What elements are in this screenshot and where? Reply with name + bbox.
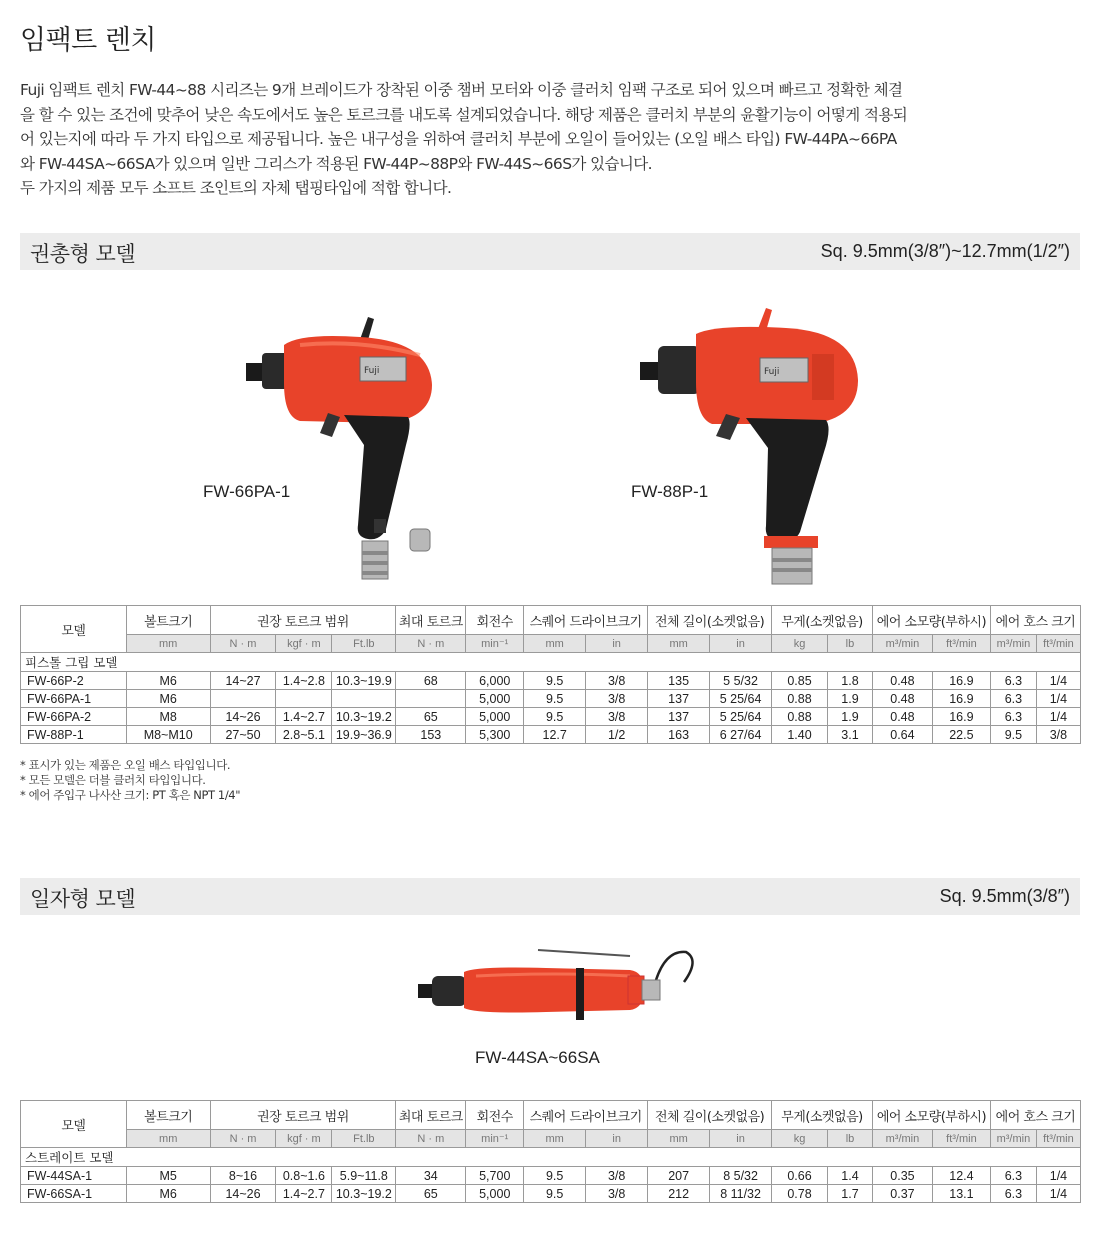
spec-cell: 0.85 [772,672,828,690]
unit: N · m [210,635,276,653]
spec-cell: 14~26 [210,1185,276,1203]
spec-cell: 34 [396,1167,466,1185]
intro-line: 두 가지의 제품 모두 소프트 조인트의 자체 탭핑타입에 적합 합니다. [20,179,452,197]
header-square: 스퀘어 드라이브크기 [524,606,648,635]
spec-cell: 10.3~19.2 [332,1185,396,1203]
spec-cell: 22.5 [932,726,990,744]
spec-cell: M6 [126,690,210,708]
spec-cell: 137 [648,708,710,726]
spec-cell: 212 [648,1185,710,1203]
spec-cell: 1/2 [586,726,648,744]
header-model: 모델 [21,1101,127,1148]
table-row [21,690,1081,708]
spec-cell: 16.9 [932,708,990,726]
unit: in [586,1130,648,1148]
header-hose: 에어 호스 크기 [990,1101,1080,1130]
header-bolt: 볼트크기 [126,1101,210,1130]
section-size: Sq. 9.5mm(3/8″) [939,886,1070,906]
header-max-torque: 최대 토르크 [396,1101,466,1130]
section-header-straight [20,878,1080,915]
spec-cell: 65 [396,1185,466,1203]
anvil [418,984,434,998]
table-body [21,1167,1081,1203]
spec-cell: 6.3 [990,1185,1036,1203]
header-length: 전체 길이(소켓없음) [648,1101,772,1130]
unit: lb [827,635,872,653]
table-row [21,1185,1081,1203]
spec-cell: 10.3~19.2 [332,708,396,726]
unit: min⁻¹ [466,635,524,653]
unit: mm [126,1130,210,1148]
footnote: * 모든 모델은 더블 클러치 타입입니다. [20,773,206,787]
product-label: FW-88P-1 [631,482,709,501]
header-rpm: 회전수 [466,1101,524,1130]
spec-cell: 0.48 [872,672,932,690]
spec-cell: 14~26 [210,708,276,726]
spec-cell: 65 [396,708,466,726]
model-cell: FW-66PA-1 [21,690,127,708]
spec-cell: 1.7 [828,1185,873,1203]
spec-cell: 68 [396,672,466,690]
table-row [21,708,1081,726]
spec-cell: 3/8 [586,672,648,690]
section-title: 권총형 모델 [30,242,136,266]
unit: ft³/min [1036,1130,1080,1148]
spec-cell: 6 27/64 [710,726,772,744]
grip-band [576,968,584,1020]
unit: Ft.lb [332,635,396,653]
unit: ft³/min [932,1130,990,1148]
spec-cell: 1.40 [772,726,828,744]
spec-cell: 137 [648,690,710,708]
header-torque: 권장 토르크 범위 [210,1101,396,1130]
unit: mm [524,635,586,653]
spec-cell: 3.1 [827,726,872,744]
unit: kg [772,1130,828,1148]
header-bolt: 볼트크기 [126,606,210,635]
spec-cell: 5 25/64 [710,708,772,726]
header-rpm: 회전수 [466,606,524,635]
spec-cell: 3/8 [586,708,648,726]
spec-cell: 1.4 [828,1167,873,1185]
spec-cell: 8 5/32 [710,1167,772,1185]
spec-cell: 1.8 [827,672,872,690]
header-weight: 무게(소켓없음) [772,1101,873,1130]
spec-cell: 6.3 [990,708,1036,726]
spec-cell: 5 25/64 [710,690,772,708]
unit: m³/min [872,1130,932,1148]
spec-cell: 5,300 [466,726,524,744]
hanger-loop [656,952,693,982]
spec-cell: 3/8 [586,690,648,708]
unit: Ft.lb [332,1130,396,1148]
table-row [21,1167,1081,1185]
spec-cell: 2.8~5.1 [276,726,332,744]
spec-cell: 0.37 [872,1185,932,1203]
unit: in [710,635,772,653]
nose [432,976,466,1006]
spec-cell [396,690,466,708]
spec-cell: M8 [126,708,210,726]
spec-cell: 163 [648,726,710,744]
unit: ft³/min [1036,635,1080,653]
table-category: 스트레이트 모델 [21,1148,1081,1167]
nose [658,346,700,394]
footnote: * 에어 주입구 나사산 크기: PT 혹은 NPT 1/4" [20,788,241,802]
spec-cell: 0.35 [872,1167,932,1185]
spec-cell: 1.4~2.7 [276,708,332,726]
spec-cell: 9.5 [524,1185,586,1203]
pistol-wrench-image [636,300,866,590]
spec-cell: 0.78 [772,1185,828,1203]
spec-cell: 0.66 [772,1167,828,1185]
footnote: * 표시가 있는 제품은 오일 배스 타입입니다. [20,758,231,772]
spec-cell: 1/4 [1036,1185,1080,1203]
unit: mm [524,1130,586,1148]
spec-cell: 5 5/32 [710,672,772,690]
unit: m³/min [872,635,932,653]
model-cell: FW-66P-2 [21,672,127,690]
body [284,336,432,423]
spec-cell: 1/4 [1036,672,1080,690]
spec-cell: 6.3 [990,690,1036,708]
intro-line: Fuji 임팩트 렌치 FW-44~88 시리즈는 9개 브레이드가 장착된 이중 챔버 모터와 이중 클러치 임팩 구조로 되어 있으며 빠르고 정확한 체결 [20,81,903,99]
section-title: 일자형 모델 [30,887,136,911]
unit: in [586,635,648,653]
table-row [21,726,1081,744]
spec-cell: 9.5 [524,1167,586,1185]
spec-cell: 10.3~19.9 [332,672,396,690]
header-model: 모델 [21,606,127,653]
table-body [21,672,1081,744]
unit: mm [648,635,710,653]
spec-cell: 1/4 [1036,708,1080,726]
unit: mm [648,1130,710,1148]
unit: m³/min [990,635,1036,653]
model-cell: FW-88P-1 [21,726,127,744]
spec-cell: 16.9 [932,672,990,690]
header-length: 전체 길이(소켓없음) [648,606,772,635]
spec-table-straight [20,1100,1081,1203]
spec-cell: 1/4 [1036,690,1080,708]
spec-cell: M6 [126,672,210,690]
unit: m³/min [990,1130,1036,1148]
spec-cell: 16.9 [932,690,990,708]
header-square: 스퀘어 드라이브크기 [524,1101,648,1130]
straight-wrench-image [416,946,706,1026]
spec-cell: 1.4~2.7 [276,1185,332,1203]
spec-cell: 5,000 [466,1185,524,1203]
spec-cell: 9.5 [524,690,586,708]
model-cell: FW-66SA-1 [21,1185,127,1203]
spec-cell: M8~M10 [126,726,210,744]
spec-cell [332,690,396,708]
air-inlet [772,548,812,584]
table-category: 피스톨 그립 모델 [21,653,1081,672]
model-cell: FW-44SA-1 [21,1167,127,1185]
spec-cell: 6,000 [466,672,524,690]
unit: kgf · m [276,1130,332,1148]
spec-table-pistol [20,605,1081,744]
svg-text:Fuji: Fuji [364,366,380,376]
unit: kgf · m [276,635,332,653]
spec-cell: 0.8~1.6 [276,1167,332,1185]
spec-cell: M5 [126,1167,210,1185]
unit: ft³/min [932,635,990,653]
header-air: 에어 소모량(부하시) [872,1101,990,1130]
spec-cell: 27~50 [210,726,276,744]
spec-cell: 12.7 [524,726,586,744]
spec-cell: 12.4 [932,1167,990,1185]
header-torque: 권장 토르크 범위 [210,606,396,635]
suspension-wire [538,950,630,956]
spec-cell: 5,700 [466,1167,524,1185]
spec-cell: 5,000 [466,690,524,708]
unit: N · m [396,1130,466,1148]
unit: min⁻¹ [466,1130,524,1148]
spec-cell: 3/8 [1036,726,1080,744]
unit: kg [772,635,828,653]
grip-collar [764,536,818,548]
spec-cell: 5,000 [466,708,524,726]
svg-text:Fuji: Fuji [764,367,780,377]
footnotes [20,758,240,803]
section-size: Sq. 9.5mm(3/8″)~12.7mm(1/2″) [820,241,1070,261]
spec-cell: 0.88 [772,690,828,708]
unit: N · m [210,1130,276,1148]
spec-cell: 1/4 [1036,1167,1080,1185]
header-hose: 에어 호스 크기 [990,606,1080,635]
pistol-wrench-image [240,305,440,585]
spec-cell: 19.9~36.9 [332,726,396,744]
spec-cell: 1.9 [827,708,872,726]
spec-cell: 1.4~2.8 [276,672,332,690]
spec-cell: 6.3 [990,1167,1036,1185]
intro-line: 어 있는지에 따라 두 가지 타입으로 제공됩니다. 높은 내구성을 위하여 클러치 부분에 오일이 들어있는 (오일 배스 타입) FW-44PA~66PA [20,130,897,148]
spec-cell: 135 [648,672,710,690]
spec-cell: 14~27 [210,672,276,690]
spec-cell [276,690,332,708]
intro-line: 와 FW-44SA~66SA가 있으며 일반 그리스가 적용된 FW-44P~88P와 FW-44S~66S가 있습니다. [20,154,652,173]
product-label: FW-66PA-1 [203,482,291,501]
intro-line: 을 할 수 있는 조건에 맞추어 낮은 속도에서도 높은 토르크를 내도록 설계되었습니다. 해당 제품은 클러치 부분의 윤활기능이 어떻게 적용되 [20,105,908,124]
spec-cell [210,690,276,708]
spec-cell: 0.48 [872,690,932,708]
spec-cell: 5.9~11.8 [332,1167,396,1185]
model-cell: FW-66PA-2 [21,708,127,726]
spec-cell: 0.48 [872,708,932,726]
header-max-torque: 최대 토르크 [396,606,466,635]
table-row [21,672,1081,690]
section-header-pistol [20,233,1080,270]
spec-cell: 9.5 [524,672,586,690]
page-title: 임팩트 렌치 [20,25,156,56]
product-label: FW-44SA~66SA [475,1048,600,1067]
spec-cell: 6.3 [990,672,1036,690]
spec-cell: 0.64 [872,726,932,744]
header-weight: 무게(소켓없음) [772,606,873,635]
spec-cell: 207 [648,1167,710,1185]
spec-cell: 153 [396,726,466,744]
header-air: 에어 소모량(부하시) [872,606,990,635]
unit: lb [828,1130,873,1148]
spec-cell: 3/8 [586,1167,648,1185]
spec-cell: 1.9 [827,690,872,708]
spec-cell: 3/8 [586,1185,648,1203]
intro-paragraph [20,78,1085,201]
spec-cell: M6 [126,1185,210,1203]
unit: mm [126,635,210,653]
spec-cell: 8~16 [210,1167,276,1185]
unit: N · m [396,635,466,653]
grip [746,418,829,542]
exhaust [410,529,430,551]
unit: in [710,1130,772,1148]
spec-cell: 9.5 [524,708,586,726]
spec-cell: 0.88 [772,708,828,726]
air-inlet [642,980,660,1000]
spec-cell: 9.5 [990,726,1036,744]
spec-cell: 8 11/32 [710,1185,772,1203]
spec-cell: 13.1 [932,1185,990,1203]
